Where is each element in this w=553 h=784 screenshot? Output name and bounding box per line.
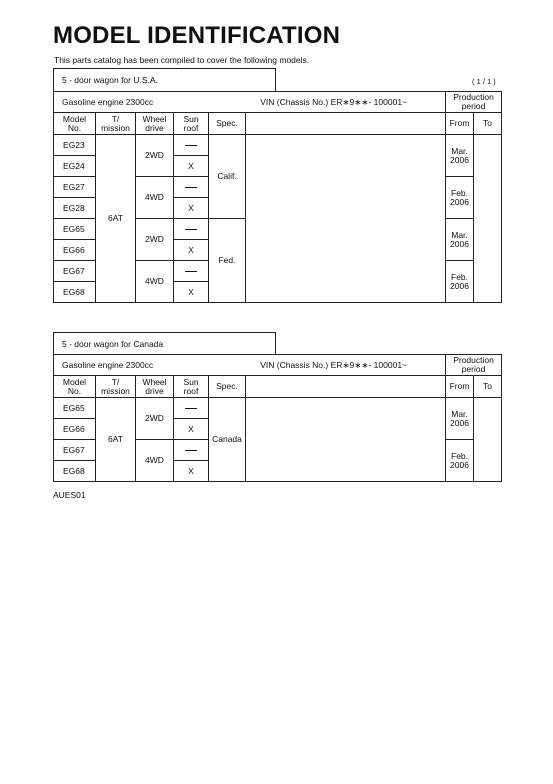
production-period-header	[446, 355, 502, 376]
no-label: No.	[67, 122, 82, 133]
model-no-cell: EG28	[54, 198, 96, 219]
wheel-drive-cell: 2WD	[136, 219, 174, 261]
wheel-drive-cell: 2WD	[136, 135, 174, 177]
wheel-drive-cell: 4WD	[136, 261, 174, 303]
from-header: From	[446, 376, 474, 398]
canada-section-label-text: 5 - door wagon for Canada	[62, 338, 164, 349]
model-no-cell: EG68	[54, 461, 96, 482]
sun-roof-cell: X	[174, 198, 209, 219]
usa-section-label-text: 5 - door wagon for U.S.A.	[62, 75, 158, 85]
model-no-cell: EG68	[54, 282, 96, 303]
sun-roof-cell: X	[174, 461, 209, 482]
production-from-cell	[446, 135, 474, 177]
sun-roof-cell	[174, 440, 209, 461]
sun-roof-cell	[174, 261, 209, 282]
from-year: 2006	[450, 417, 469, 428]
sun-roof-header	[174, 376, 209, 398]
dash-icon	[185, 145, 197, 146]
sun-roof-header	[174, 113, 209, 135]
wheel-drive-header	[136, 376, 174, 398]
spec-header: Spec.	[209, 113, 246, 135]
spec-cell: Canada	[209, 398, 246, 482]
sun-roof-cell	[174, 177, 209, 198]
usa-section-label	[53, 68, 276, 91]
dash-icon	[185, 408, 197, 409]
production-from-cell	[446, 440, 474, 482]
production-to-cell	[474, 398, 502, 482]
model-no-cell: EG65	[54, 219, 96, 240]
transmission-header	[96, 376, 136, 398]
sun-roof-cell	[174, 219, 209, 240]
page-title: MODEL IDENTIFICATION	[53, 22, 341, 49]
blank-header	[246, 113, 446, 135]
dash-icon	[185, 271, 197, 272]
blank-cell	[246, 135, 446, 303]
to-header: To	[474, 376, 502, 398]
usa-header-row	[54, 92, 446, 113]
page-indicator: ( 1 / 1 )	[472, 77, 496, 86]
roof-label: roof	[183, 122, 199, 133]
spec-cell: Calif.	[209, 135, 246, 219]
transmission-header	[96, 113, 136, 135]
model-no-cell: EG24	[54, 156, 96, 177]
from-month: Feb.	[451, 450, 469, 461]
drive-label: drive	[145, 122, 164, 133]
no-label: No.	[67, 385, 82, 396]
sun-roof-cell: X	[174, 282, 209, 303]
vin-label: VIN (Chassis No.) ER∗9∗∗- 100001~	[260, 96, 408, 107]
roof-label: roof	[183, 385, 199, 396]
wheel-drive-header	[136, 113, 174, 135]
transmission-cell: 6AT	[96, 398, 136, 482]
canada-model-table	[53, 354, 502, 482]
blank-header	[246, 376, 446, 398]
production-to-cell	[474, 135, 502, 303]
sun-roof-cell: X	[174, 240, 209, 261]
model-no-cell: EG23	[54, 135, 96, 156]
model-no-cell: EG27	[54, 177, 96, 198]
canada-header-row	[54, 355, 446, 376]
wheel-drive-cell: 4WD	[136, 440, 174, 482]
from-month: Mar.	[451, 229, 468, 240]
wheel-label: Wheel	[142, 113, 167, 124]
model-label: Model	[62, 113, 87, 124]
from-month: Mar.	[451, 145, 468, 156]
canada-section-label	[53, 332, 276, 354]
model-no-cell: EG66	[54, 419, 96, 440]
sun-roof-cell	[174, 135, 209, 156]
production-from-cell	[446, 261, 474, 303]
wheel-label: Wheel	[142, 376, 167, 387]
from-year: 2006	[450, 280, 469, 291]
dash-icon	[185, 229, 197, 230]
from-year: 2006	[450, 154, 469, 165]
sun-label: Sun	[183, 376, 199, 387]
wheel-drive-cell: 2WD	[136, 398, 174, 440]
period-label: period	[461, 101, 486, 111]
mission-label: mission	[101, 122, 130, 133]
to-header: To	[474, 113, 502, 135]
usa-model-table	[53, 91, 502, 303]
dash-icon	[185, 450, 197, 451]
model-no-cell: EG67	[54, 440, 96, 461]
model-no-header	[54, 113, 96, 135]
from-header: From	[446, 113, 474, 135]
production-label: Production	[453, 92, 494, 103]
from-month: Mar.	[451, 408, 468, 419]
spec-header: Spec.	[209, 376, 246, 398]
t-label: T/	[111, 376, 120, 387]
mission-label: mission	[101, 385, 130, 396]
sun-label: Sun	[183, 113, 199, 124]
from-month: Feb.	[451, 271, 469, 282]
model-no-cell: EG66	[54, 240, 96, 261]
model-label: Model	[62, 376, 87, 387]
t-label: T/	[111, 113, 120, 124]
sun-roof-cell: X	[174, 156, 209, 177]
engine-label: Gasoline engine 2300cc	[62, 359, 154, 370]
sun-roof-cell: X	[174, 419, 209, 440]
period-label: period	[461, 364, 486, 374]
sun-roof-cell	[174, 398, 209, 419]
footer-code: AUES01	[53, 490, 86, 500]
model-no-cell: EG65	[54, 398, 96, 419]
blank-cell	[246, 398, 446, 482]
wheel-drive-cell: 4WD	[136, 177, 174, 219]
dash-icon	[185, 187, 197, 188]
engine-label: Gasoline engine 2300cc	[62, 96, 154, 107]
production-from-cell	[446, 219, 474, 261]
drive-label: drive	[145, 385, 164, 396]
from-month: Feb.	[451, 187, 469, 198]
transmission-cell: 6AT	[96, 135, 136, 303]
intro-text: This parts catalog has been compiled to cover the following models.	[54, 55, 310, 65]
from-year: 2006	[450, 238, 469, 249]
production-period-header	[446, 92, 502, 113]
from-year: 2006	[450, 196, 469, 207]
from-year: 2006	[450, 459, 469, 470]
model-no-header	[54, 376, 96, 398]
model-no-cell: EG67	[54, 261, 96, 282]
production-label: Production	[453, 355, 494, 366]
vin-label: VIN (Chassis No.) ER∗9∗∗- 100001~	[260, 359, 408, 370]
production-from-cell	[446, 398, 474, 440]
production-from-cell	[446, 177, 474, 219]
spec-cell: Fed.	[209, 219, 246, 303]
